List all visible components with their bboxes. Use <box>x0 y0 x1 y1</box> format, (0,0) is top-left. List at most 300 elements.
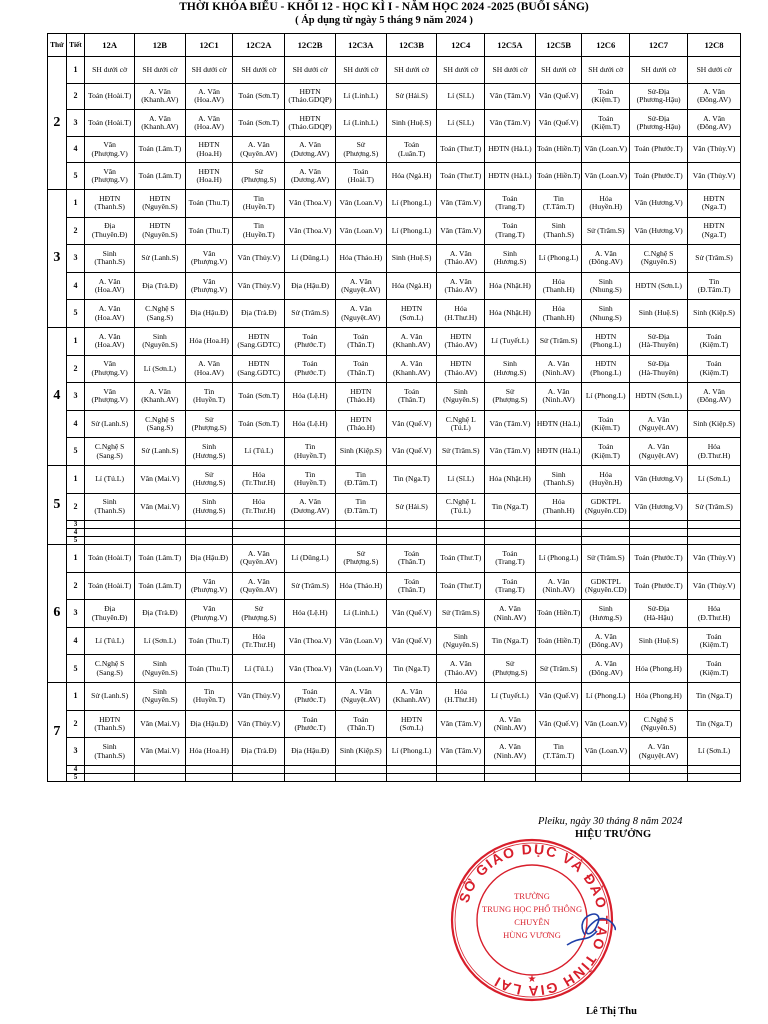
lesson-cell: C.Nghệ S (Sang.S) <box>135 410 186 438</box>
lesson-cell: Toán (Hoài.T) <box>335 163 386 190</box>
period-cell: 3 <box>66 738 85 766</box>
lesson-cell: Văn (Quế.V) <box>386 410 437 438</box>
lesson-cell: HĐTN (Thanh.S) <box>85 189 135 217</box>
lesson-cell: Văn (Tâm.V) <box>437 710 485 738</box>
lesson-cell: Hóa (Lệ.H) <box>285 410 336 438</box>
lesson-cell: Văn (Thủy.V) <box>233 272 285 300</box>
period-cell: 1 <box>66 545 85 573</box>
lesson-cell: Văn (Loan.V) <box>335 217 386 245</box>
lesson-cell: HĐTN (Sơn.L) <box>630 383 688 411</box>
lesson-cell: Địa (Hậu.Đ) <box>185 710 233 738</box>
table-row <box>48 383 741 411</box>
lesson-cell: Lí (Tuyết.L) <box>485 683 536 711</box>
svg-text:SỞ GIÁO DỤC VÀ ĐÀO TẠO TỈNH GI: SỞ GIÁO DỤC VÀ ĐÀO TẠO TỈNH GIA LAI <box>455 840 612 1000</box>
lesson-cell: Sinh (Nhung.S) <box>582 300 630 328</box>
lesson-cell: Toán (Trang.T) <box>485 217 536 245</box>
table-row <box>48 272 741 300</box>
lesson-cell: Lí (Tú.L) <box>85 465 135 493</box>
lesson-cell: Hóa (Nhật.H) <box>485 300 536 328</box>
lesson-cell: HĐTN (Hà.L) <box>535 438 582 466</box>
table-row <box>48 355 741 383</box>
lesson-cell: Toán (Thân.T) <box>386 545 437 573</box>
lesson-cell: Hóa (Huyền.H) <box>582 465 630 493</box>
table-row <box>48 163 741 190</box>
lesson-cell <box>335 537 386 545</box>
lesson-cell <box>485 521 536 529</box>
lesson-cell <box>437 773 485 781</box>
lesson-cell: Hóa (Tr.Thư.H) <box>233 627 285 655</box>
lesson-cell: Văn (Thủy.V) <box>688 136 741 163</box>
column-header: 12C5B <box>535 34 582 57</box>
lesson-cell: Sinh (Huệ.S) <box>386 110 437 137</box>
lesson-cell: HĐTN (Nguyên.S) <box>135 189 186 217</box>
lesson-cell: Toán (Phước.T) <box>285 683 336 711</box>
lesson-cell: Sinh (Hương.S) <box>185 438 233 466</box>
lesson-cell: Lí (Dũng.L) <box>285 545 336 573</box>
day-cell: 4 <box>48 327 67 465</box>
lesson-cell: Toán (Sơn.T) <box>233 83 285 110</box>
lesson-cell: Lí (Linh.L) <box>335 110 386 137</box>
lesson-cell: A. Văn (Quyên.AV) <box>233 545 285 573</box>
lesson-cell: A. Văn (Hoa.AV) <box>85 300 135 328</box>
table-row <box>48 738 741 766</box>
lesson-cell: Lí (Tuyết.L) <box>485 327 536 355</box>
lesson-cell <box>535 529 582 537</box>
lesson-cell: Sử (Hải.S) <box>386 83 437 110</box>
lesson-cell: Tin (Nga.T) <box>485 493 536 521</box>
lesson-cell: A. Văn (Nguyệt.AV) <box>630 410 688 438</box>
lesson-cell <box>485 537 536 545</box>
lesson-cell <box>582 765 630 773</box>
lesson-cell: Lí (Tú.L) <box>233 655 285 683</box>
page-subtitle: ( Áp dụng từ ngày 5 tháng 9 năm 2024 ) <box>295 15 473 26</box>
lesson-cell: Toán (Hoài.T) <box>85 572 135 600</box>
lesson-cell: A. Văn (Khanh.AV) <box>135 383 186 411</box>
lesson-cell: HĐTN (Thảo.GDQP) <box>285 83 336 110</box>
period-cell: 4 <box>66 627 85 655</box>
lesson-cell: Sinh (Huệ.S) <box>630 300 688 328</box>
lesson-cell: HĐTN (Thanh.S) <box>85 710 135 738</box>
lesson-cell <box>535 537 582 545</box>
day-cell: 5 <box>48 465 67 544</box>
column-header: 12B <box>135 34 186 57</box>
column-header: 12C6 <box>582 34 630 57</box>
day-cell: 3 <box>48 189 67 327</box>
lesson-cell: Văn (Phượng.V) <box>185 272 233 300</box>
period-cell: 2 <box>66 355 85 383</box>
lesson-cell <box>185 537 233 545</box>
lesson-cell: Văn (Thủy.V) <box>233 710 285 738</box>
lesson-cell: A. Văn (Nguyệt.AV) <box>630 738 688 766</box>
lesson-cell: Văn (Hương.V) <box>630 465 688 493</box>
lesson-cell: Văn (Loan.V) <box>582 136 630 163</box>
lesson-cell: Sử-Địa (Hà-Thuyên) <box>630 355 688 383</box>
lesson-cell <box>285 521 336 529</box>
lesson-cell: Văn (Hương.V) <box>630 217 688 245</box>
lesson-cell: Toán (Phước.T) <box>630 572 688 600</box>
seal-inner-line: TRƯỜNG <box>514 891 550 901</box>
lesson-cell: C.Nghệ L (Tú.L) <box>437 410 485 438</box>
lesson-cell: Hóa (Thanh.H) <box>535 272 582 300</box>
lesson-cell: Địa (Trà.Đ) <box>135 600 186 628</box>
lesson-cell: Toán (Hoài.T) <box>85 83 135 110</box>
lesson-cell: Hóa (H.Thư.H) <box>437 300 485 328</box>
lesson-cell: Tin (T.Tâm.T) <box>535 738 582 766</box>
lesson-cell <box>233 529 285 537</box>
lesson-cell <box>335 521 386 529</box>
seal-inner-line: HÙNG VƯƠNG <box>503 930 561 940</box>
lesson-cell: Toán (Hoài.T) <box>85 545 135 573</box>
lesson-cell: Tin (T.Tâm.T) <box>535 189 582 217</box>
lesson-cell: Tin (Nga.T) <box>688 683 741 711</box>
period-cell: 5 <box>66 300 85 328</box>
lesson-cell: Sử (Trâm.S) <box>535 327 582 355</box>
lesson-cell: Lí (Phong.L) <box>386 189 437 217</box>
lesson-cell <box>485 765 536 773</box>
lesson-cell: Hóa (Thảo.H) <box>335 245 386 273</box>
day-cell: 6 <box>48 545 67 683</box>
lesson-cell: Văn (Tâm.V) <box>485 110 536 137</box>
lesson-cell: Văn (Thủy.V) <box>688 163 741 190</box>
lesson-cell: Hóa (Phong.H) <box>630 655 688 683</box>
column-header: Thứ <box>48 34 67 57</box>
lesson-cell: Lí (Phong.L) <box>535 545 582 573</box>
lesson-cell: HĐTN (Hoa.H) <box>185 163 233 190</box>
lesson-cell: Địa (Hậu.Đ) <box>285 738 336 766</box>
lesson-cell: Sử (Trâm.S) <box>688 245 741 273</box>
period-cell: 5 <box>66 537 85 545</box>
lesson-cell <box>135 765 186 773</box>
lesson-cell: Hóa (Lệ.H) <box>285 383 336 411</box>
table-row <box>48 245 741 273</box>
lesson-cell: Sử (Trâm.S) <box>535 655 582 683</box>
table-row <box>48 600 741 628</box>
lesson-cell: Sử-Địa (Hà-Hậu) <box>630 600 688 628</box>
lesson-cell: HĐTN (Sơn.L) <box>386 710 437 738</box>
lesson-cell <box>135 529 186 537</box>
lesson-cell: Lí (Sĩ.L) <box>437 83 485 110</box>
lesson-cell: Toán (Kiệm.T) <box>688 655 741 683</box>
lesson-cell: Sử (Lanh.S) <box>135 245 186 273</box>
column-header: 12C8 <box>688 34 741 57</box>
lesson-cell: C.Nghệ S (Sang.S) <box>85 438 135 466</box>
lesson-cell: A. Văn (Đông.AV) <box>582 245 630 273</box>
header-row <box>48 34 741 57</box>
lesson-cell: Văn (Phượng.V) <box>185 600 233 628</box>
lesson-cell: A. Văn (Đông.AV) <box>582 655 630 683</box>
lesson-cell <box>437 765 485 773</box>
lesson-cell: Toán (Kiệm.T) <box>688 355 741 383</box>
period-cell: 5 <box>66 773 85 781</box>
lesson-cell: Tin (Nga.T) <box>386 655 437 683</box>
lesson-cell: Hóa (Hoa.H) <box>185 738 233 766</box>
lesson-cell: Hóa (Đ.Thư.H) <box>688 438 741 466</box>
lesson-cell: Văn (Loan.V) <box>582 710 630 738</box>
lesson-cell: Toán (Sơn.T) <box>233 110 285 137</box>
lesson-cell: Toán (Kiệm.T) <box>582 83 630 110</box>
lesson-cell: SH dưới cờ <box>582 57 630 84</box>
lesson-cell: SH dưới cờ <box>233 57 285 84</box>
table-row <box>48 110 741 137</box>
lesson-cell: A. Văn (Nguyệt.AV) <box>335 300 386 328</box>
lesson-cell: A. Văn (Ninh.AV) <box>535 572 582 600</box>
lesson-cell: SH dưới cờ <box>688 57 741 84</box>
lesson-cell: Sinh (Huệ.S) <box>386 245 437 273</box>
lesson-cell: Lí (Tú.L) <box>85 627 135 655</box>
table-row <box>48 537 741 545</box>
lesson-cell: HĐTN (Sơn.L) <box>386 300 437 328</box>
period-cell: 2 <box>66 83 85 110</box>
lesson-cell: Sử-Địa (Hà-Thuyên) <box>630 327 688 355</box>
lesson-cell: Sử (Trâm.S) <box>582 545 630 573</box>
lesson-cell: Hóa (Thanh.H) <box>535 493 582 521</box>
lesson-cell: A. Văn (Ninh.AV) <box>485 600 536 628</box>
column-header: 12C2A <box>233 34 285 57</box>
lesson-cell: Lí (Linh.L) <box>335 83 386 110</box>
lesson-cell: Sử-Địa (Phương-Hậu) <box>630 110 688 137</box>
lesson-cell: HĐTN (Thảo.AV) <box>437 355 485 383</box>
lesson-cell: Tin (Đ.Tâm.T) <box>335 465 386 493</box>
lesson-cell <box>437 537 485 545</box>
lesson-cell: A. Văn (Hoa.AV) <box>185 83 233 110</box>
lesson-cell: A. Văn (Đông.AV) <box>688 83 741 110</box>
lesson-cell: A. Văn (Thảo.AV) <box>437 245 485 273</box>
table-row <box>48 683 741 711</box>
lesson-cell: A. Văn (Nguyệt.AV) <box>630 438 688 466</box>
lesson-cell: A. Văn (Đông.AV) <box>582 627 630 655</box>
lesson-cell: A. Văn (Khanh.AV) <box>135 110 186 137</box>
table-row <box>48 83 741 110</box>
lesson-cell: Hóa (Lệ.H) <box>285 600 336 628</box>
lesson-cell: GDKTPL (Nguyên.CD) <box>582 493 630 521</box>
lesson-cell: Hóa (Ngà.H) <box>386 163 437 190</box>
lesson-cell: Toán (Thân.T) <box>386 383 437 411</box>
lesson-cell: Sinh (Thanh.S) <box>85 245 135 273</box>
table-row <box>48 710 741 738</box>
column-header: 12C5A <box>485 34 536 57</box>
lesson-cell: A. Văn (Hoa.AV) <box>185 110 233 137</box>
lesson-cell <box>85 521 135 529</box>
lesson-cell: C.Nghệ S (Sang.S) <box>85 655 135 683</box>
lesson-cell: A. Văn (Ninh.AV) <box>535 383 582 411</box>
lesson-cell <box>285 773 336 781</box>
lesson-cell: HĐTN (Sang.GDTC) <box>233 327 285 355</box>
lesson-cell: Sinh (Thanh.S) <box>535 465 582 493</box>
lesson-cell: Tin (Đ.Tâm.T) <box>335 493 386 521</box>
table-row <box>48 465 741 493</box>
lesson-cell: Văn (Mai.V) <box>135 465 186 493</box>
lesson-cell: C.Nghệ S (Sang.S) <box>135 300 186 328</box>
lesson-cell <box>386 773 437 781</box>
lesson-cell: Văn (Tâm.V) <box>485 410 536 438</box>
lesson-cell: Toán (Hiền.T) <box>535 136 582 163</box>
table-row <box>48 327 741 355</box>
lesson-cell: SH dưới cờ <box>335 57 386 84</box>
lesson-cell: Hóa (H.Thư.H) <box>437 683 485 711</box>
lesson-cell: Lí (Sơn.L) <box>135 627 186 655</box>
lesson-cell: Tin (Huyền.T) <box>185 383 233 411</box>
column-header: 12C4 <box>437 34 485 57</box>
lesson-cell <box>688 765 741 773</box>
lesson-cell <box>688 773 741 781</box>
lesson-cell: Văn (Mai.V) <box>135 738 186 766</box>
table-row <box>48 438 741 466</box>
lesson-cell: Toán (Thu.T) <box>185 627 233 655</box>
lesson-cell: Lí (Tú.L) <box>233 438 285 466</box>
lesson-cell: Tin (Nga.T) <box>386 465 437 493</box>
day-cell: 7 <box>48 683 67 782</box>
lesson-cell: A. Văn (Ninh.AV) <box>535 355 582 383</box>
lesson-cell: A. Văn (Thảo.AV) <box>437 272 485 300</box>
lesson-cell: HĐTN (Hà.L) <box>485 136 536 163</box>
lesson-cell <box>85 537 135 545</box>
lesson-cell <box>233 521 285 529</box>
lesson-cell: Hóa (Thảo.H) <box>335 572 386 600</box>
lesson-cell <box>233 537 285 545</box>
lesson-cell <box>185 773 233 781</box>
lesson-cell: Văn (Mai.V) <box>135 493 186 521</box>
period-cell: 5 <box>66 655 85 683</box>
lesson-cell: Địa (Hậu.Đ) <box>185 545 233 573</box>
lesson-cell: HĐTN (Sang.GDTC) <box>233 355 285 383</box>
lesson-cell: Địa (Hậu.Đ) <box>285 272 336 300</box>
lesson-cell: Văn (Quế.V) <box>386 627 437 655</box>
lesson-cell: Sử (Trâm.S) <box>437 438 485 466</box>
lesson-cell <box>233 765 285 773</box>
lesson-cell: SH dưới cờ <box>135 57 186 84</box>
lesson-cell: Toán (Trang.T) <box>485 189 536 217</box>
lesson-cell: Lí (Sơn.L) <box>688 738 741 766</box>
footer-date: Pleiku, ngày 30 tháng 8 năm 2024 <box>538 816 683 827</box>
lesson-cell: Toán (Sơn.T) <box>233 383 285 411</box>
lesson-cell: Toán (Phước.T) <box>630 136 688 163</box>
lesson-cell: Tin (Nga.T) <box>688 710 741 738</box>
lesson-cell: HĐTN (Nguyên.S) <box>135 217 186 245</box>
lesson-cell <box>135 537 186 545</box>
lesson-cell: Văn (Mai.V) <box>135 710 186 738</box>
lesson-cell: SH dưới cờ <box>630 57 688 84</box>
lesson-cell <box>185 521 233 529</box>
lesson-cell: A. Văn (Dương.AV) <box>285 493 336 521</box>
column-header: 12A <box>85 34 135 57</box>
lesson-cell: Sử (Lanh.S) <box>85 683 135 711</box>
lesson-cell: SH dưới cờ <box>85 57 135 84</box>
period-cell: 2 <box>66 710 85 738</box>
period-cell: 5 <box>66 163 85 190</box>
lesson-cell: Văn (Phượng.V) <box>85 136 135 163</box>
lesson-cell: A. Văn (Đông.AV) <box>688 383 741 411</box>
lesson-cell: A. Văn (Quyên.AV) <box>233 572 285 600</box>
lesson-cell: A. Văn (Khanh.AV) <box>386 355 437 383</box>
lesson-cell: Sử (Hải.S) <box>386 493 437 521</box>
lesson-cell: Sinh (Nguyên.S) <box>437 627 485 655</box>
lesson-cell: Toán (Thư.T) <box>437 136 485 163</box>
lesson-cell <box>85 773 135 781</box>
lesson-cell: HĐTN (Phong.L) <box>582 355 630 383</box>
column-header: 12C7 <box>630 34 688 57</box>
lesson-cell: Toán (Kiệm.T) <box>582 438 630 466</box>
lesson-cell: Văn (Quế.V) <box>386 600 437 628</box>
lesson-cell: Lí (Sơn.L) <box>135 355 186 383</box>
lesson-cell: A. Văn (Khanh.AV) <box>386 683 437 711</box>
lesson-cell: Toán (Kiệm.T) <box>688 627 741 655</box>
lesson-cell: Toán (Lâm.T) <box>135 572 186 600</box>
lesson-cell <box>233 773 285 781</box>
principal-title: HIỆU TRƯỞNG <box>575 829 652 840</box>
period-cell: 3 <box>66 600 85 628</box>
lesson-cell: Toán (Lâm.T) <box>135 163 186 190</box>
lesson-cell: Văn (Loan.V) <box>335 627 386 655</box>
lesson-cell: Sử (Trâm.S) <box>285 572 336 600</box>
lesson-cell: A. Văn (Ninh.AV) <box>485 710 536 738</box>
lesson-cell <box>185 765 233 773</box>
lesson-cell: Tin (Huyền.T) <box>285 438 336 466</box>
lesson-cell: Hóa (Thanh.H) <box>535 300 582 328</box>
lesson-cell: SH dưới cờ <box>185 57 233 84</box>
period-cell: 5 <box>66 438 85 466</box>
lesson-cell: HĐTN (Sơn.L) <box>630 272 688 300</box>
table-row <box>48 765 741 773</box>
lesson-cell: A. Văn (Thảo.AV) <box>437 655 485 683</box>
signer-name: Lê Thị Thu <box>586 1006 637 1017</box>
lesson-cell: Toán (Thư.T) <box>437 163 485 190</box>
lesson-cell: Lí (Phong.L) <box>386 217 437 245</box>
lesson-cell: Sử (Phượng.S) <box>233 600 285 628</box>
lesson-cell <box>85 529 135 537</box>
period-cell: 4 <box>66 529 85 537</box>
lesson-cell <box>485 773 536 781</box>
svg-text:★: ★ <box>527 974 537 985</box>
lesson-cell: Toán (Lâm.T) <box>135 545 186 573</box>
lesson-cell: Toán (Hiền.T) <box>535 627 582 655</box>
lesson-cell: A. Văn (Hoa.AV) <box>85 272 135 300</box>
lesson-cell: Văn (Thủy.V) <box>688 572 741 600</box>
lesson-cell: A. Văn (Nguyệt.AV) <box>335 683 386 711</box>
lesson-cell: A. Văn (Ninh.AV) <box>485 738 536 766</box>
lesson-cell: Lí (Phong.L) <box>535 245 582 273</box>
lesson-cell: Toán (Trang.T) <box>485 545 536 573</box>
lesson-cell: SH dưới cờ <box>437 57 485 84</box>
lesson-cell: Văn (Phượng.V) <box>85 383 135 411</box>
lesson-cell <box>335 773 386 781</box>
lesson-cell <box>630 773 688 781</box>
lesson-cell: Toán (Phước.T) <box>285 327 336 355</box>
lesson-cell: Văn (Phượng.V) <box>185 245 233 273</box>
lesson-cell: Văn (Thủy.V) <box>233 245 285 273</box>
lesson-cell <box>485 529 536 537</box>
lesson-cell: Văn (Thủy.V) <box>688 545 741 573</box>
lesson-cell <box>285 529 336 537</box>
period-cell: 2 <box>66 572 85 600</box>
lesson-cell: Tin (Nga.T) <box>485 627 536 655</box>
lesson-cell <box>437 521 485 529</box>
lesson-cell: A. Văn (Hoa.AV) <box>185 355 233 383</box>
column-header: 12C3B <box>386 34 437 57</box>
table-row <box>48 57 741 84</box>
lesson-cell: Lí (Sĩ.L) <box>437 110 485 137</box>
lesson-cell: Văn (Quế.V) <box>535 683 582 711</box>
lesson-cell: Toán (Lâm.T) <box>135 136 186 163</box>
lesson-cell: HĐTN (Nga.T) <box>688 189 741 217</box>
lesson-cell: Tin (Huyền.T) <box>285 465 336 493</box>
table-row <box>48 655 741 683</box>
lesson-cell: Toán (Sơn.T) <box>233 410 285 438</box>
lesson-cell: Toán (Kiệm.T) <box>688 327 741 355</box>
lesson-cell: A. Văn (Quyên.AV) <box>233 136 285 163</box>
lesson-cell: Sinh (Nguyên.S) <box>135 683 186 711</box>
lesson-cell: Văn (Tâm.V) <box>437 189 485 217</box>
lesson-cell <box>135 773 186 781</box>
